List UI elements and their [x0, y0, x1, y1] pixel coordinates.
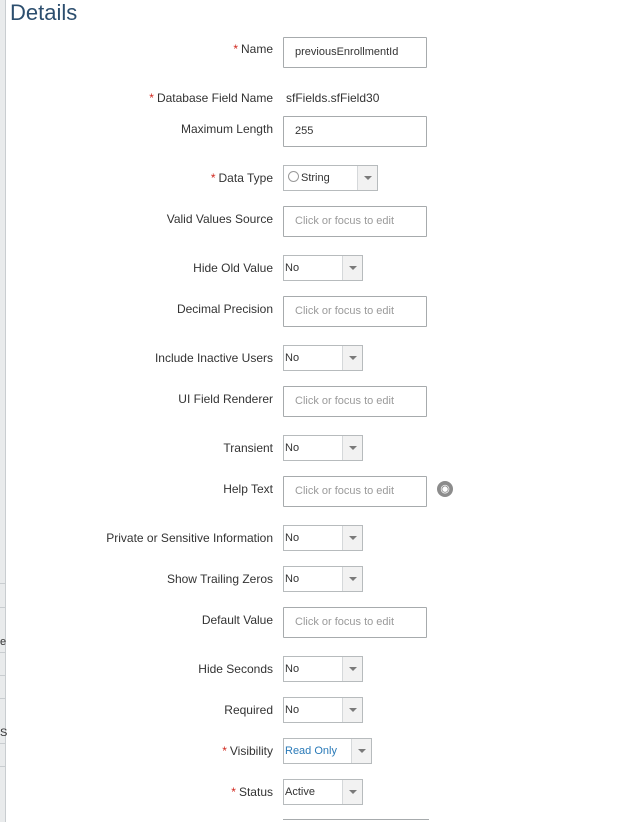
help-text-input[interactable]: Click or focus to edit	[283, 476, 427, 507]
clipped-text-fragment: e	[0, 636, 7, 648]
include-inactive-users-label: Include Inactive Users	[154, 351, 273, 365]
private-sensitive-select[interactable]: No	[283, 525, 363, 551]
help-text-label: Help Text	[223, 482, 273, 496]
globe-icon[interactable]: ◉	[437, 481, 453, 497]
decimal-precision-label: Decimal Precision	[176, 302, 273, 316]
chevron-down-icon[interactable]	[342, 780, 362, 804]
required-select[interactable]: No	[283, 697, 363, 723]
status-select[interactable]: Active	[283, 779, 363, 805]
transient-label: Transient	[223, 441, 273, 455]
include-inactive-users-select[interactable]: No	[283, 345, 363, 371]
background-panel-edge	[0, 0, 6, 822]
required-marker: *	[231, 785, 236, 799]
hide-old-value-label: Hide Old Value	[193, 261, 273, 275]
chevron-down-icon[interactable]	[342, 526, 362, 550]
hide-old-value-select[interactable]: No	[283, 255, 363, 281]
chevron-down-icon[interactable]	[342, 698, 362, 722]
chevron-down-icon[interactable]	[351, 739, 371, 763]
clipped-next-field	[283, 819, 429, 823]
status-label: * Status	[231, 785, 273, 799]
visibility-select[interactable]: Read Only	[283, 738, 372, 764]
required-label: Required	[224, 703, 273, 717]
required-marker: *	[210, 171, 216, 185]
search-icon	[288, 171, 299, 182]
show-trailing-zeros-select[interactable]: No	[283, 566, 363, 592]
database-field-name-value: sfFields.sfField30	[286, 91, 380, 105]
decimal-precision-input[interactable]: Click or focus to edit	[283, 296, 427, 327]
data-type-select[interactable]: String	[283, 165, 378, 191]
transient-select[interactable]: No	[283, 435, 363, 461]
required-marker: *	[233, 42, 238, 56]
name-label: * Name	[233, 42, 273, 56]
required-marker: *	[149, 91, 154, 105]
ui-field-renderer-label: UI Field Renderer	[178, 392, 273, 406]
default-value-input[interactable]: Click or focus to edit	[283, 607, 427, 638]
valid-values-source-label: Valid Values Source	[166, 212, 273, 226]
chevron-down-icon[interactable]	[342, 657, 362, 681]
hide-seconds-select[interactable]: No	[283, 656, 363, 682]
maximum-length-input[interactable]: 255	[283, 116, 427, 147]
page-title: Details	[10, 0, 78, 25]
required-marker: *	[222, 744, 227, 758]
valid-values-source-input[interactable]: Click or focus to edit	[283, 206, 427, 237]
ui-field-renderer-input[interactable]: Click or focus to edit	[283, 386, 427, 417]
name-input[interactable]: previousEnrollmentId	[283, 37, 427, 68]
chevron-down-icon[interactable]	[342, 436, 362, 460]
chevron-down-icon[interactable]	[342, 567, 362, 591]
chevron-down-icon[interactable]	[357, 166, 377, 190]
chevron-down-icon[interactable]	[342, 256, 362, 280]
clipped-text-fragment: S	[0, 727, 8, 739]
visibility-label: * Visibility	[222, 744, 273, 758]
maximum-length-label: Maximum Length	[180, 122, 273, 136]
hide-seconds-label: Hide Seconds	[198, 662, 273, 676]
chevron-down-icon[interactable]	[342, 346, 362, 370]
database-field-name-label: * Database Field Name	[149, 91, 273, 105]
data-type-label: * Data Type	[210, 171, 273, 185]
show-trailing-zeros-label: Show Trailing Zeros	[166, 572, 273, 586]
private-sensitive-label: Private or Sensitive Information	[106, 531, 273, 545]
default-value-label: Default Value	[201, 613, 273, 627]
